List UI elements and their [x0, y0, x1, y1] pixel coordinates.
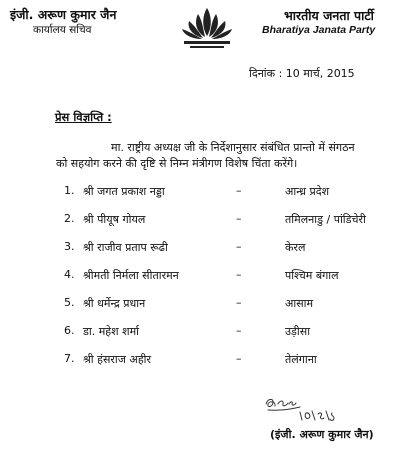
minister-name: श्री धर्मेन्द्र प्रधान: [83, 297, 146, 310]
item-number: 1.: [64, 184, 75, 197]
party-name-hindi: भारतीय जनता पार्टी: [284, 8, 374, 23]
item-number: 3.: [64, 240, 75, 253]
list-item: [0, 296, 414, 314]
minister-name: श्री राजीव प्रताप रूढी: [83, 241, 168, 254]
item-number: 6.: [64, 324, 75, 337]
minister-name: श्री हंसराज अहीर: [83, 353, 152, 366]
list-item: [0, 324, 414, 342]
state-name: केरल: [285, 241, 306, 254]
dash-separator: –: [236, 296, 242, 309]
list-item: [0, 184, 414, 202]
minister-name: श्रीमती निर्मला सीतारमन: [83, 269, 179, 282]
handwritten-signature: [262, 394, 342, 424]
item-number: 2.: [64, 212, 75, 225]
paragraph-line-1: मा. राष्ट्रीय अध्यक्ष जी के निर्देशानुसार संबंधित प्रान्तो में संगठन: [111, 141, 355, 154]
sender-name: इंजी. अरूण कुमार जैन: [10, 7, 117, 22]
state-name: तमिलनाडु / पांडिचेरी: [285, 213, 366, 226]
list-item: [0, 212, 414, 230]
dash-separator: –: [236, 324, 242, 337]
press-release-heading: प्रेस विज्ञप्ति :: [55, 110, 112, 124]
signatory-name: (इंजी. अरूण कुमार जैन): [270, 428, 374, 441]
state-name: आसाम: [285, 297, 314, 310]
minister-name: डा. महेश शर्मा: [83, 325, 140, 338]
dash-separator: –: [236, 184, 242, 197]
list-item: [0, 352, 414, 370]
dash-separator: –: [236, 240, 242, 253]
state-name: तेलंगाना: [285, 353, 317, 366]
dash-separator: –: [236, 352, 242, 365]
lotus-icon: [176, 2, 238, 52]
party-name-english: Bharatiya Janata Party: [262, 24, 376, 36]
dash-separator: –: [236, 268, 242, 281]
minister-name: श्री पीयूष गोयल: [83, 213, 146, 226]
item-number: 5.: [64, 296, 75, 309]
item-number: 7.: [64, 352, 75, 365]
state-name: पश्चिम बंगाल: [285, 269, 339, 282]
list-item: [0, 240, 414, 258]
state-name: उड़ीसा: [285, 325, 311, 338]
list-item: [0, 268, 414, 286]
sender-designation: कार्यालय सचिव: [33, 24, 92, 36]
state-name: आन्ध्र प्रदेश: [285, 185, 330, 198]
dash-separator: –: [236, 212, 242, 225]
item-number: 4.: [64, 268, 75, 281]
minister-name: श्री जगत प्रकाश नड्डा: [83, 185, 165, 198]
paragraph-line-2: को सहयोग करने की दृष्टि से निम्न मंत्रीगण विशेष चिंता करेंगे।: [56, 157, 298, 170]
date-line: दिनांक : 10 मार्च, 2015: [249, 67, 355, 80]
